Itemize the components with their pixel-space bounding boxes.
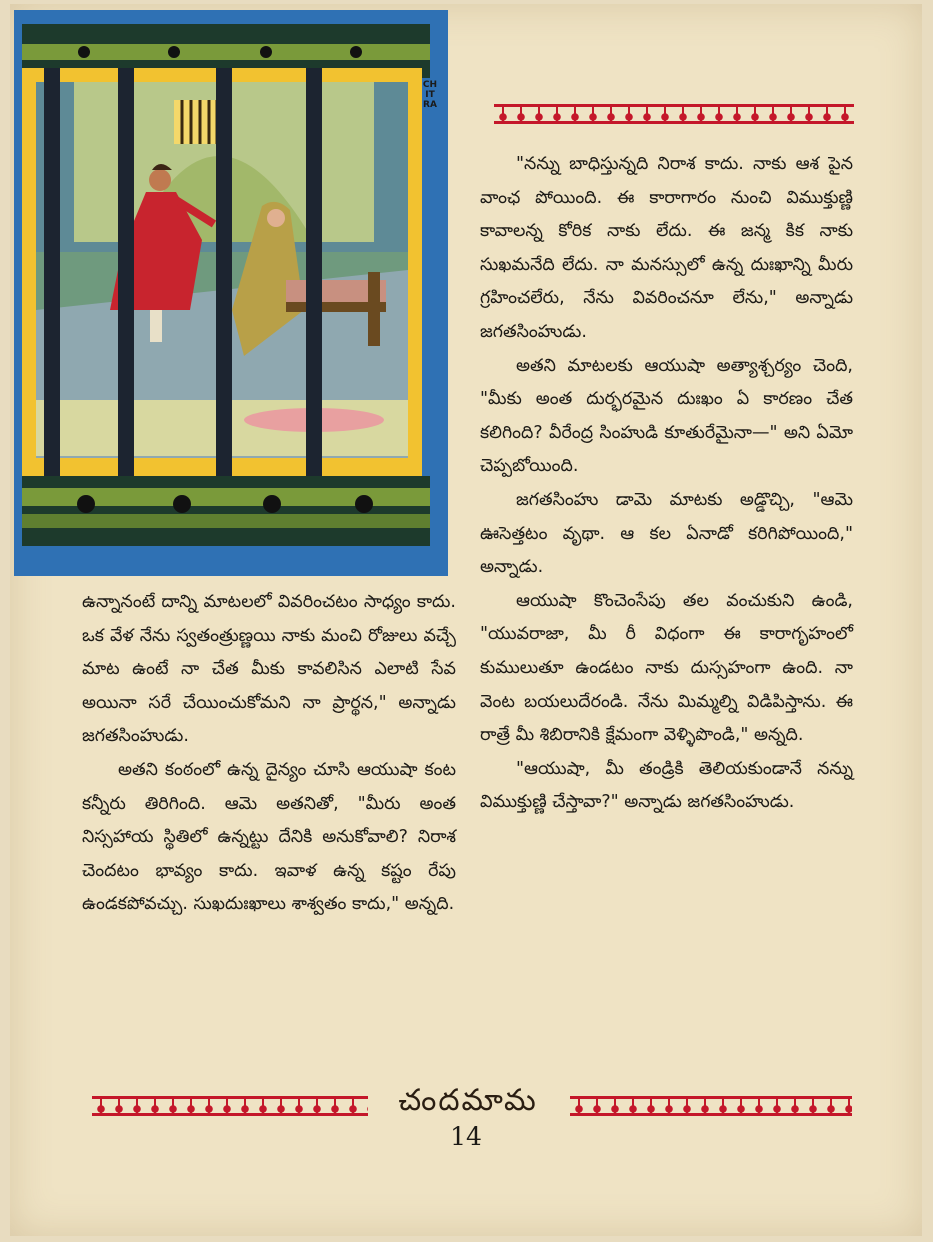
paragraph: "నన్ను బాధిస్తున్నది నిరాశ కాదు. నాకు ఆశ పైన వాంఛ పోయింది. ఈ కారాగారం నుంచి విముక్తుణ్ణి కావాలన్న కోరిక నాకు లేదు. ఈ జన్మ కిక నాకు సుఖమనేది లేదు. నా మనస్సులో ఉన్న దుఃఖాన్ని మీరు గ్రహించలేరు, నేను వివరించనూ లేను," అన్నాడు జగతసింహుడు. [480,154,853,342]
paragraph: జగతసింహు డామె మాటకు అడ్డొచ్చి, "ఆమె ఊసెత్తటం వృథా. ఆ కల ఏనాడో కరిగిపోయింది," అన్నాడు. [480,489,853,578]
left-text-column [82,586,456,922]
artist-signature: CHITRA [422,80,438,110]
paragraph: అతని మాటలకు ఆయుషా అత్యాశ్చర్యం చెంది, "మీకు అంత దుర్భరమైన దుఃఖం ఏ కారణం చేత కలిగింది? వీరేంద్ర సింహుడి కూతురేమైనా—" అని ఏమో చెప్పబోయింది. [480,355,853,477]
paragraph: "ఆయుషా, మీ తండ్రికి తెలియకుండానే నన్ను విముక్తుణ్ణి చేస్తావా?" అన్నాడు జగతసింహుడు. [480,758,853,813]
footer-ornament-left [92,1096,368,1116]
right-text-column [480,148,853,820]
paragraph: ఆయుషా కొంచెంసేపు తల వంచుకుని ఉండి, "యువరాజా, మీ రీ విధంగా ఈ కారాగృహంలో కుములుతూ ఉండటం నాకు దుస్సహంగా ఉంది. నా వెంట బయలుదేరండి. నేను మిమ్మల్ని విడిపిస్తాను. ఈ రాత్రే మీ శిబిరానికి క్షేమంగా వెళ్ళిపొండి," అన్నది. [480,590,853,746]
magazine-title: చందమామ [398,1083,538,1118]
footer-ornament-right [570,1096,852,1116]
page-number: 14 [450,1122,482,1151]
top-ornament-border [494,104,854,124]
paragraph: అతని కంఠంలో ఉన్న దైన్యం చూసి ఆయుషా కంట కన్నీరు తిరిగింది. ఆమె అతనితో, "మీరు అంత నిస్సహాయ స్థితిలో ఉన్నట్టు దేనికి అనుకోవాలి? నిరాశ చెందటం భావ్యం కాదు. ఇవాళ ఉన్న కష్టం రేపు ఉండకపోవచ్చు. సుఖదుఃఖాలు శాశ్వతం కాదు," అన్నది. [82,759,456,915]
prison-illustration [14,10,448,576]
paragraph: ఉన్నానంటే దాన్ని మాటలలో వివరించటం సాధ్యం కాదు. ఒక వేళ నేను స్వతంత్రుణ్ణయి నాకు మంచి రోజులు వచ్చే మాట ఉంటే నా చేత మీకు కావలిసిన ఎలాటి సేవ అయినా సరే చేయించుకోమని నా ప్రార్థన," అన్నాడు జగతసింహుడు. [82,592,456,747]
prison-scene-image [14,10,448,576]
